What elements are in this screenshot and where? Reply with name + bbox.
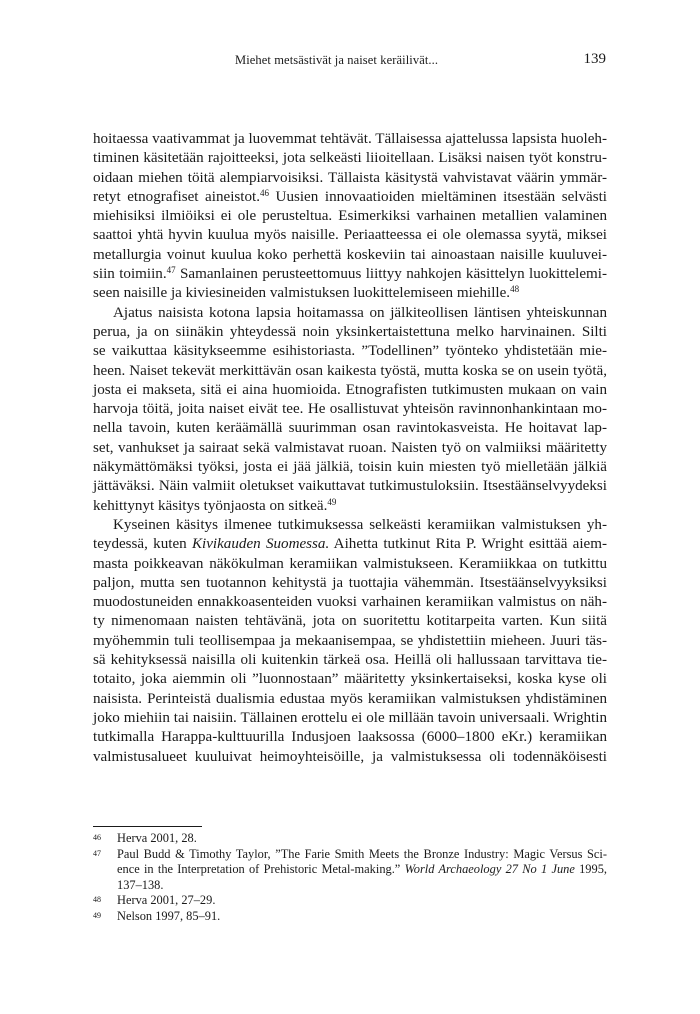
footnote-number: 49 [93, 910, 101, 920]
line-text: tutkimalla Harappa-kulttuurilla Indusjoen laaksossa (6000–1800 eKr.) keramiikan [93, 729, 607, 746]
footnote-divider [93, 826, 202, 827]
text-line [93, 670, 607, 689]
running-header [0, 53, 700, 73]
line-text: nella tavoin, kuten keräämällä suurimman osan ravintokasveista. He hoitavat lap- [93, 420, 607, 437]
line-text: Ajatus naisista kotona lapsia hoitamassa on jälkiteollisen läntisen yhteiskunnan [113, 304, 607, 321]
text-line [93, 226, 607, 245]
footnote-ref: 46 [259, 187, 269, 198]
line-text: seen naisille ja kiviesineiden valmistuksen luokittelemiseen miehille. [93, 285, 511, 302]
line-text: saattoi yhtä hyvin kuulua myös naisille. Periaatteessa ei ole olemassa syytä, miksei [93, 227, 607, 244]
text-line [93, 342, 607, 361]
page-number: 139 [583, 51, 606, 67]
text-line [93, 149, 607, 168]
running-head-title: Miehet metsästivät ja naiset keräilivät... [235, 53, 439, 67]
footnote [93, 893, 607, 909]
text-line [93, 748, 607, 767]
line-text: perua, ja on siinäkin yhteydessä noin yksinkertaistettuna melko harvinainen. Silti [93, 323, 607, 340]
footnote-line [117, 831, 607, 847]
line-text: muodostuneiden ennakkoasenteiden vuoksi varhainen keramiikan valmistus on näh- [93, 594, 607, 611]
text-line [93, 690, 607, 709]
footnote-number: 48 [93, 895, 101, 904]
line-text-continued: Uusien innovaatioiden mieltäminen itsestään selvästi [268, 188, 607, 205]
text-line [93, 130, 607, 149]
line-text: 137–138. [117, 877, 164, 892]
line-text: josta ei makseta, sitä ei aina huomioida. Etnografisten tutkimusten mukaan on vain [93, 381, 607, 398]
footnote-ref: 49 [327, 496, 337, 507]
text-line [93, 574, 607, 593]
line-text: timinen käsitetään rajoitteeksi, jota selkeästi liioitellaan. Lisäksi naisen työt konstru- [93, 150, 607, 167]
line-text: valmistusalueet kuuluivat heimoyhteisöille, ja valmistuksessa oli todennäköisesti [93, 748, 607, 765]
text-line [93, 381, 607, 400]
text-line [93, 323, 607, 342]
text-line [93, 400, 607, 419]
line-text: oidaan miehen töitä alempiarvoisiksi. Tällaista käsitystä vahvistavat väärin ymmär- [93, 169, 607, 186]
text-line [93, 246, 607, 265]
text-line [93, 555, 607, 574]
line-text: se vaikuttaa käsitykseemme esihistoriasta. ”Todellinen” työnteko yhdistetään mie- [93, 343, 607, 360]
line-text: heen. Naiset tekevät merkittävän osan kaikesta työstä, mutta koska se on usein työtä, [93, 362, 607, 379]
text-line [93, 709, 607, 728]
line-text: Kyseinen käsitys ilmenee tutkimuksessa selkeästi keramiikan valmistuksen yh- [113, 516, 607, 533]
text-line [93, 477, 607, 496]
text-line [93, 188, 607, 207]
italic-title: World Archaeology 27 No 1 June [404, 862, 575, 876]
text-line [93, 632, 607, 651]
line-text: naisista. Perinteistä dualismia edustaa myös keramiikan valmistuksen yhdistäminen [93, 690, 607, 707]
line-text: hoitaessa vaativammat ja luovemmat tehtävät. Tällaisessa ajattelussa lapsista huoleh- [93, 131, 608, 147]
line-text: set, vanhukset ja sairaat sekä valmistavat ruoan. Naisten työ on valmiiksi määritetty [93, 439, 607, 456]
line-text: näkymättömäksi työksi, josta ei jää jälkiä, toisin kuin miesten työ mielletään jälkiä [93, 459, 607, 476]
text-line [93, 304, 607, 323]
line-text: joko miehiin tai naisiin. Tällainen erottelu ei ole millään tavoin universaali. Wrightin [93, 709, 607, 726]
footnote-line [117, 847, 607, 863]
text-line [93, 265, 607, 284]
line-text: teydessä, kuten [93, 536, 192, 553]
line-text: myöhemmin tuli teollisempaa ja mekaanisempaa, se yhdistettiin mieheen. Juuri täs- [93, 632, 607, 649]
line-text: Herva 2001, 28. [117, 831, 197, 845]
body-text [93, 130, 607, 767]
line-text: Nelson 1997, 85–91. [117, 908, 221, 923]
footnote-line [117, 862, 607, 878]
line-text: retyt etnografiset aineistot. [93, 188, 260, 205]
text-line [93, 651, 607, 670]
text-line [93, 728, 607, 747]
footnote [93, 831, 607, 847]
italic-title: Kivikauden Suomessa. [191, 536, 330, 553]
text-line [93, 169, 607, 188]
line-text-continued: Aihetta tutkinut Rita P. Wright esittää aiem- [329, 536, 608, 553]
line-text-continued: Samanlainen perusteettomuus liittyy nahkojen käsittelyn luokittelemi- [175, 266, 607, 283]
line-text: harvoja töitä, joita naiset eivät tee. He osallistuvat yhteisön ravinnonhankintaan mo- [93, 401, 607, 418]
footnote [93, 909, 607, 925]
footnote-ref: 48 [510, 284, 520, 295]
line-text: paljon, mutta sen tuotannon kehitystä ja tuottajia vähemmän. Itsestäänselvyyksiksi [93, 574, 607, 591]
line-text: jättäväksi. Näin valmiit oletukset vaikuttavat tutkimustuloksiin. Itsestäänselvyydeksi [93, 478, 607, 495]
footnote [93, 847, 607, 894]
line-text: metallurgia voinut kuulua koko perhettä koskeviin tai ainoastaan naisille kuuluvei- [93, 246, 607, 263]
footnote-line [117, 909, 607, 925]
line-text-continued: 1995, [574, 862, 607, 876]
text-line [93, 419, 607, 438]
footnote-line [117, 878, 607, 894]
text-line [93, 284, 607, 303]
line-text: miehisiksi ilmiöiksi ei ole perusteltua. Esimerkiksi varhainen metallien valaminen [93, 208, 607, 225]
line-text: Herva 2001, 27–29. [117, 893, 216, 907]
text-line [93, 458, 607, 477]
line-text: kehittynyt käsitys työnjaosta on sitkeä. [93, 497, 328, 514]
text-line [93, 439, 607, 458]
footnote-number: 47 [93, 848, 101, 858]
line-text: Paul Budd & Timothy Taylor, ”The Farie Smith Meets the Bronze Industry: Magic Versus Sci- [117, 846, 607, 861]
footnote-line [117, 893, 607, 909]
line-text: siin toimiin. [93, 266, 167, 283]
line-text: masta poikkeavan näkökulman keramiikan valmistukseen. Keramiikkaa on tutkittu [93, 555, 607, 572]
text-line [93, 593, 607, 612]
text-line [93, 207, 607, 226]
text-line [93, 362, 607, 381]
text-line [93, 516, 607, 535]
line-text: ty nimenomaan naisten tehtävänä, jota on suoritettu kotitarpeita varten. Kun siitä [93, 613, 607, 630]
footnotes [93, 831, 607, 924]
line-text: totaito, joka aiemmin oli ”luonnostaan” määritetty yksinkertaiseksi, koska kyse oli [93, 671, 607, 688]
text-line [93, 497, 607, 516]
text-line [93, 535, 607, 554]
footnote-ref: 47 [166, 265, 176, 276]
line-text: sä kehityksessä naisilla oli kuitenkin tärkeä osa. Heillä oli hallussaan tarvittava tie- [93, 652, 607, 669]
text-line [93, 612, 607, 631]
line-text: ence in the Interpretation of Prehistoric Metal-making.” [117, 862, 405, 876]
footnote-number: 46 [93, 833, 101, 842]
